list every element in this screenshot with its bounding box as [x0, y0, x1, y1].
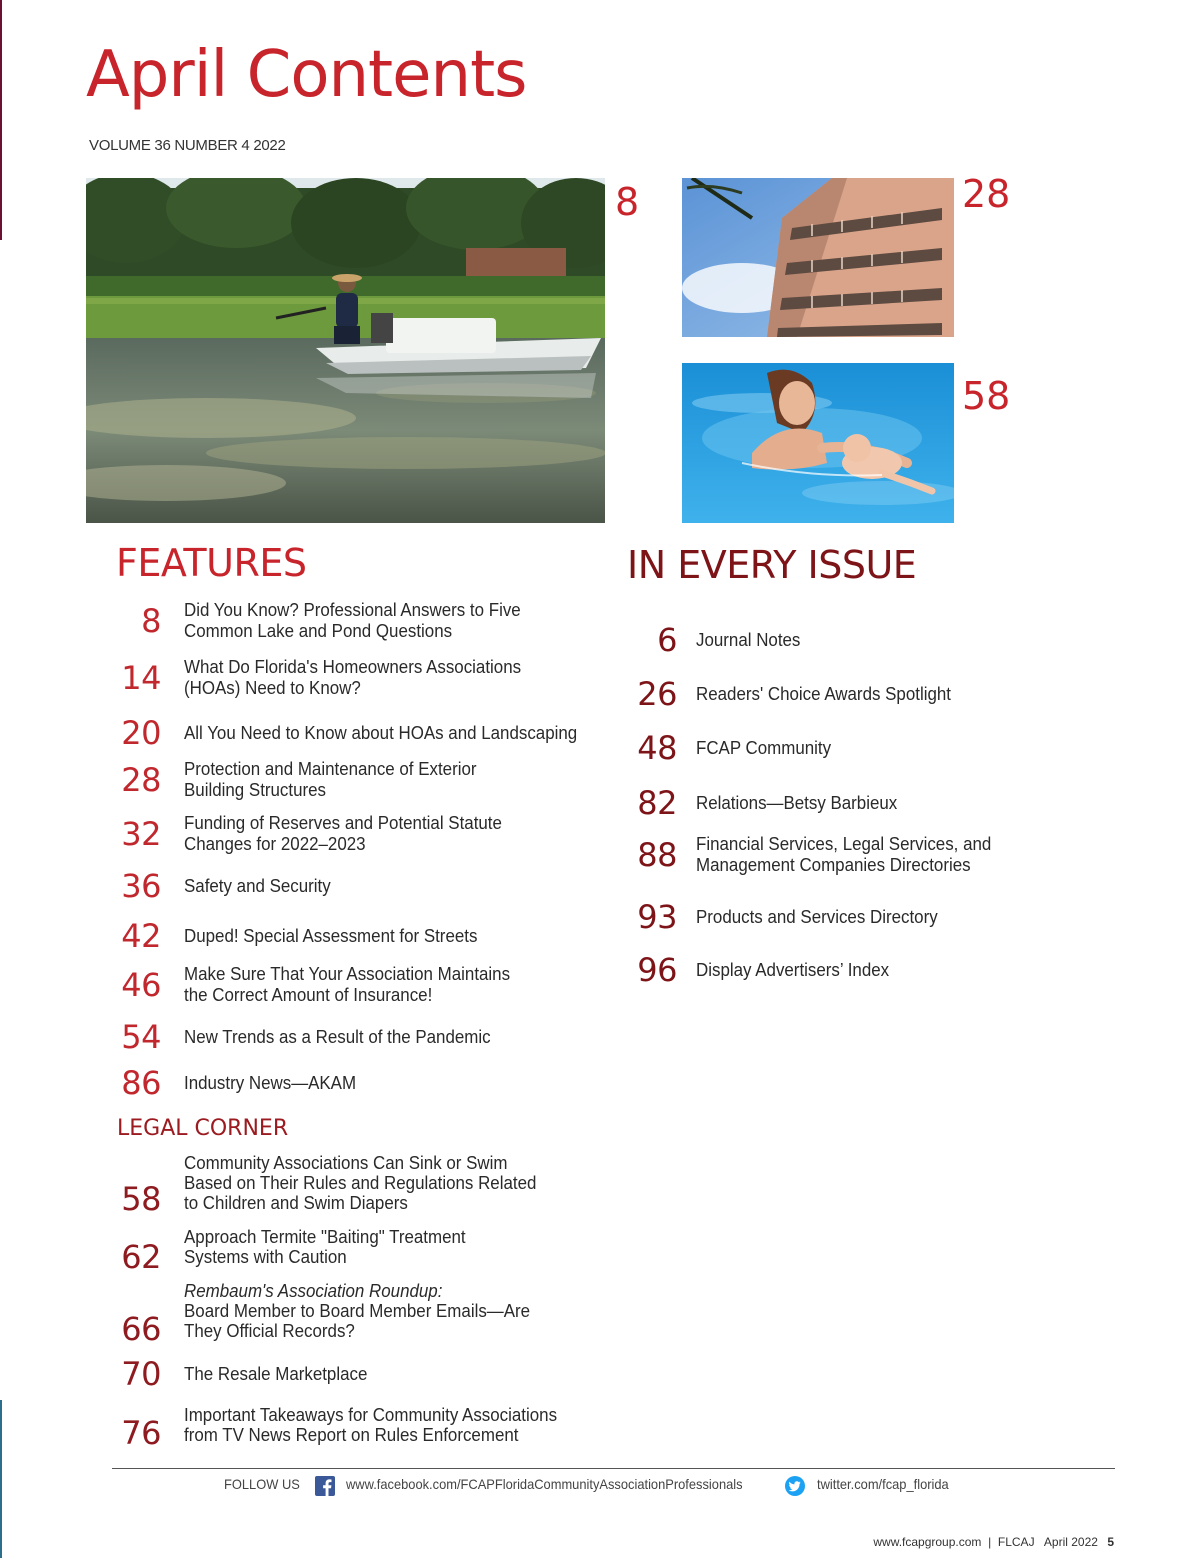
every-issue-page-number: 6 [657, 621, 677, 659]
feature-entry[interactable] [85, 864, 624, 908]
legal-title: The Resale Marketplace [184, 1363, 368, 1384]
feature-title: Duped! Special Assessment for Streets [184, 925, 478, 946]
feature-page-number: 54 [121, 1018, 161, 1056]
feature-entry[interactable] [85, 914, 624, 958]
every-issue-title: Journal Notes [696, 629, 801, 650]
legal-title: Board Member to Board Member Emails—Are They Official Records? [184, 1301, 531, 1341]
feature-entry[interactable] [85, 711, 624, 755]
every-issue-title: Relations—Betsy Barbieux [696, 792, 898, 813]
features-heading: FEATURES [116, 541, 307, 585]
photo-page-number-lake: 8 [615, 180, 640, 224]
every-issue-page-number: 88 [637, 836, 677, 874]
legal-kicker: Rembaum's Association Roundup: [184, 1281, 443, 1301]
feature-title: Protection and Maintenance of Exterior Building Structures [184, 759, 477, 800]
legal-page-number: 58 [121, 1180, 161, 1218]
legal-page-number: 70 [121, 1355, 161, 1393]
legal-entry[interactable] [85, 1352, 624, 1396]
footer-publication: FLCAJ [997, 1535, 1035, 1549]
building-photo [682, 178, 954, 337]
legal-title: Community Associations Can Sink or Swim Based on Their Rules and Regulations Related to Children and Swim Diapers [184, 1153, 537, 1213]
feature-page-number: 8 [141, 602, 161, 640]
legal-title: Important Takeaways for Community Associations from TV News Report on Rules Enforcement [184, 1405, 558, 1445]
photo-page-number-pool: 58 [962, 374, 1011, 418]
legal-entry[interactable] [85, 1278, 624, 1348]
every-issue-heading: IN EVERY ISSUE [627, 543, 917, 587]
feature-entry[interactable] [85, 598, 624, 644]
every-issue-entry[interactable] [615, 781, 1036, 825]
page-number: 5 [1107, 1535, 1114, 1549]
footer-separator: | [984, 1535, 995, 1549]
feature-page-number: 86 [121, 1064, 161, 1102]
legal-entry[interactable] [85, 1402, 624, 1452]
feature-title: Did You Know? Professional Answers to Five Common Lake and Pond Questions [184, 600, 521, 641]
every-issue-entry[interactable] [615, 726, 1036, 770]
facebook-link[interactable]: www.facebook.com/FCAPFloridaCommunityAssociationProfessionals [346, 1476, 743, 1492]
feature-entry[interactable] [85, 1015, 624, 1059]
feature-page-number: 20 [121, 714, 161, 752]
feature-title: Make Sure That Your Association Maintains the Correct Amount of Insurance! [184, 964, 511, 1005]
every-issue-page-number: 82 [637, 784, 677, 822]
twitter-icon[interactable] [785, 1476, 805, 1496]
every-issue-title: Display Advertisers’ Index [696, 959, 890, 980]
feature-page-number: 36 [121, 867, 161, 905]
feature-page-number: 32 [121, 815, 161, 853]
pool-photo [682, 363, 954, 523]
every-issue-page-number: 93 [637, 898, 677, 936]
legal-title-block [184, 1261, 598, 1361]
every-issue-title: Readers' Choice Awards Spotlight [696, 683, 951, 704]
every-issue-title: FCAP Community [696, 737, 832, 758]
every-issue-page-number: 48 [637, 729, 677, 767]
feature-page-number: 42 [121, 917, 161, 955]
page-title: April Contents [86, 38, 527, 112]
edge-mark-top [0, 0, 2, 240]
legal-entry[interactable] [85, 1150, 624, 1216]
every-issue-entry[interactable] [615, 618, 1036, 662]
every-issue-entry[interactable] [615, 832, 1036, 878]
photo-page-number-building: 28 [962, 172, 1011, 216]
lake-boat-photo [86, 178, 605, 523]
every-issue-title: Products and Services Directory [696, 906, 938, 927]
legal-corner-heading: LEGAL CORNER [117, 1116, 289, 1141]
facebook-icon[interactable] [315, 1476, 335, 1496]
feature-entry[interactable] [85, 962, 624, 1008]
feature-title: Safety and Security [184, 875, 331, 896]
feature-title: Industry News—AKAM [184, 1072, 357, 1093]
feature-entry[interactable] [85, 655, 624, 701]
feature-title: New Trends as a Result of the Pandemic [184, 1026, 491, 1047]
feature-page-number: 46 [121, 966, 161, 1004]
every-issue-entry[interactable] [615, 895, 1036, 939]
every-issue-page-number: 26 [637, 675, 677, 713]
follow-us-label: FOLLOW US [224, 1476, 300, 1492]
footer-site[interactable]: www.fcapgroup.com [873, 1535, 982, 1549]
feature-title: Funding of Reserves and Potential Statute Changes for 2022–2023 [184, 813, 502, 854]
page-footer [873, 1535, 1114, 1549]
every-issue-entry[interactable] [615, 948, 1036, 992]
edge-mark-bottom [0, 1400, 2, 1558]
twitter-link[interactable]: twitter.com/fcap_florida [817, 1476, 949, 1492]
footer-divider [112, 1468, 1115, 1469]
legal-page-number: 76 [121, 1414, 161, 1452]
legal-title: Approach Termite "Baiting" Treatment Systems with Caution [184, 1227, 466, 1267]
volume-line: VOLUME 36 NUMBER 4 2022 [89, 137, 286, 154]
footer-issue: April 2022 [1043, 1535, 1098, 1549]
feature-page-number: 14 [121, 659, 161, 697]
legal-page-number: 66 [121, 1310, 161, 1348]
feature-entry[interactable] [85, 757, 624, 803]
feature-entry[interactable] [85, 811, 624, 857]
feature-title: What Do Florida's Homeowners Associations (HOAs) Need to Know? [184, 657, 522, 698]
every-issue-entry[interactable] [615, 672, 1036, 716]
legal-page-number: 62 [121, 1238, 161, 1276]
every-issue-title: Financial Services, Legal Services, and Management Companies Directories [696, 834, 992, 875]
feature-page-number: 28 [121, 761, 161, 799]
feature-entry[interactable] [85, 1061, 624, 1105]
feature-title: All You Need to Know about HOAs and Landscaping [184, 722, 578, 743]
every-issue-page-number: 96 [637, 951, 677, 989]
